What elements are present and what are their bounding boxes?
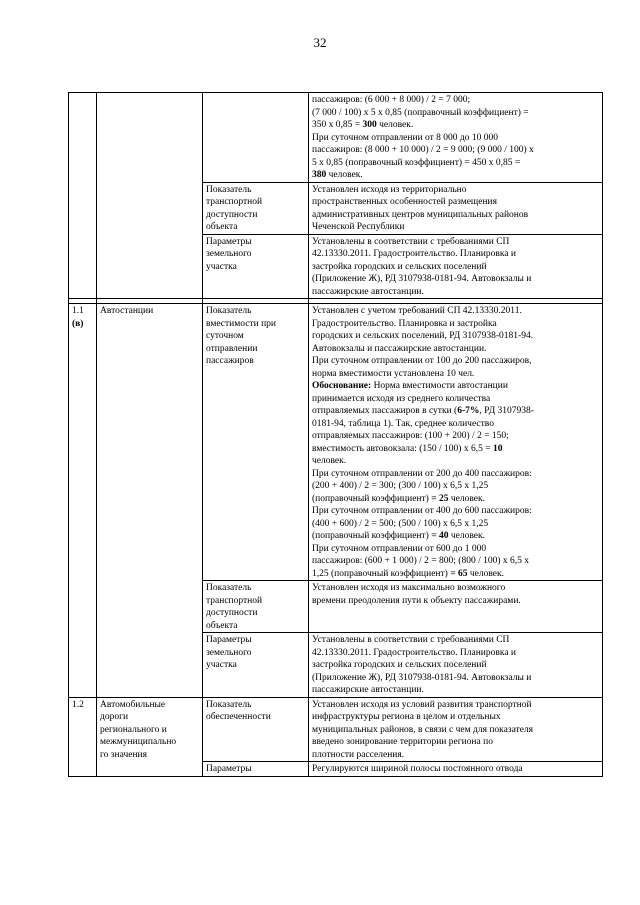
cell-justification xyxy=(309,234,603,299)
text-line: 350 х 0,85 = 300 человек. xyxy=(312,120,414,130)
cell-justification xyxy=(309,182,603,234)
text-line: Показатель xyxy=(206,306,252,316)
text-line: 42.13330.2011. Градостроительство. Планировка и xyxy=(312,249,516,259)
text-line: Установлены в соответствии с требованиями СП xyxy=(312,635,510,645)
text-line: пассажирские автостанции. xyxy=(312,286,424,297)
text-line: доступности xyxy=(206,608,258,618)
text-line: (7 000 / 100) х 5 х 0,85 (поправочный коэффициент) = xyxy=(312,107,529,118)
text-line: (Приложение Ж), РД 3107938-0181-94. Автовокзалы и xyxy=(312,672,532,683)
text-line: Обоснование: Норма вместимости автостанции xyxy=(312,381,508,391)
cell-number xyxy=(69,304,97,698)
item-number: 1.2 xyxy=(72,699,84,710)
text-line: участка xyxy=(206,261,237,272)
cell-indicator xyxy=(203,697,309,762)
cell-object-name xyxy=(97,304,203,698)
text-line: При суточном отправлении от 400 до 600 пассажиров: xyxy=(312,506,532,516)
text-line: 380 человек. xyxy=(312,170,363,180)
text-line: муниципальных районов, в связи с чем для показателя xyxy=(312,724,534,735)
text-line: отправлении xyxy=(206,343,258,354)
text-line: Установлены в соответствии с требованиями СП xyxy=(312,236,510,247)
text-line: участка xyxy=(206,660,237,670)
cell-justification xyxy=(309,304,603,581)
text-line: пассажирские автостанции. xyxy=(312,685,424,695)
text-line: регионального и xyxy=(100,724,167,735)
text-line: плотности расселения. xyxy=(312,749,405,760)
text-line: земельного xyxy=(206,647,252,658)
text-line: застройка городских и сельских поселений xyxy=(312,261,487,272)
text-line: Параметры xyxy=(206,236,252,247)
table-row xyxy=(69,304,603,581)
text-line: пространственных особенностей размещения xyxy=(312,197,498,207)
text-line: пассажиров: (8 000 + 10 000) / 2 = 9 000; (9 000 / 100) х xyxy=(312,145,534,155)
cell-object-name xyxy=(97,697,203,776)
text-line: пассажиров: (6 000 + 8 000) / 2 = 7 000; xyxy=(312,95,471,105)
item-subnumber: (в) xyxy=(72,318,84,329)
text-line: Параметры xyxy=(206,764,252,774)
text-line: При суточном отправлении от 600 до 1 000 xyxy=(312,543,487,554)
cell-indicator xyxy=(203,93,309,183)
text-line: времени преодоления пути к объекту пассажирами. xyxy=(312,595,521,606)
cell-number xyxy=(69,697,97,776)
text-line: (200 + 400) / 2 = 300; (300 / 100) х 6,5 х 1,25 xyxy=(312,481,489,491)
text-line: принимается исходя из среднего количества xyxy=(312,393,491,404)
text-line: инфраструктуры региона в целом и отдельных xyxy=(312,712,501,722)
text-line: городских и сельских поселений, РД 3107938-0181-94. xyxy=(312,331,534,341)
item-number: 1.1 xyxy=(72,306,84,316)
text-line: отправляемых пассажиров в сутки (6-7%, РД 3107938- xyxy=(312,406,534,416)
text-line: При суточном отправлении от 200 до 400 пассажиров: xyxy=(312,468,532,479)
text-line: Установлен исходя из условий развития транспортной xyxy=(312,699,532,710)
cell-indicator xyxy=(203,633,309,698)
text-line: (поправочный коэффициент) = 40 человек. xyxy=(312,531,485,541)
page-number: 32 xyxy=(313,35,327,50)
text-line: земельного xyxy=(206,249,252,259)
text-line: норма вместимости установлена 10 чел. xyxy=(312,368,475,379)
text-line: Установлен исходя из территориально xyxy=(312,184,467,195)
text-line: Регулируются шириной полосы постоянного отвода xyxy=(312,764,523,774)
text-line: отправляемых пассажиров: (100 + 200) / 2 = 150; xyxy=(312,431,509,441)
cell-indicator xyxy=(203,234,309,299)
cell-indicator xyxy=(203,182,309,234)
table-row xyxy=(69,697,603,762)
text-line: вместимости при xyxy=(206,318,276,329)
text-line: объекта xyxy=(206,222,238,232)
text-line: транспортной xyxy=(206,197,263,207)
text-line: доступности xyxy=(206,209,258,220)
text-line: пассажиров: (600 + 1 000) / 2 = 800; (800 / 100) х 6,5 х xyxy=(312,556,530,566)
cell-indicator xyxy=(203,762,309,777)
cell-number xyxy=(69,93,97,299)
cell-indicator xyxy=(203,581,309,633)
text-line: введено зонирование территории региона по xyxy=(312,737,493,747)
text-line: (поправочный коэффициент) = 25 человек. xyxy=(312,493,485,504)
cell-justification xyxy=(309,762,603,777)
cell-justification xyxy=(309,93,603,183)
table-row xyxy=(69,93,603,183)
cell-object-name xyxy=(97,93,203,299)
requirements-table xyxy=(68,92,603,777)
text-line: 5 х 0,85 (поправочный коэффициент) = 450 х 0,85 = xyxy=(312,157,521,168)
text-line: межмуниципально xyxy=(100,737,177,747)
text-line: застройка городских и сельских поселений xyxy=(312,660,487,670)
text-line: При суточном отправлении от 100 до 200 пассажиров, xyxy=(312,356,532,366)
text-line: Чеченской Республики xyxy=(312,222,405,232)
bold-value: 300 xyxy=(362,120,377,130)
text-line: го значения xyxy=(100,749,147,760)
text-line: административных центров муниципальных районов xyxy=(312,209,529,220)
cell-justification xyxy=(309,697,603,762)
bold-label: Обоснование: xyxy=(312,381,372,391)
text-line: Показатель xyxy=(206,583,252,593)
text-line: Градостроительство. Планировка и застройка xyxy=(312,318,497,329)
text-line: вместимость автовокзала: (150 / 100) х 6,5 = 10 xyxy=(312,443,503,454)
text-line: (Приложение Ж), РД 3107938-0181-94. Автовокзалы и xyxy=(312,274,532,284)
text-line: Автомобильные xyxy=(100,699,166,710)
text-line: Установлен исходя из максимально возможного xyxy=(312,583,506,593)
bold-value: 380 xyxy=(312,170,327,180)
text-line: 0181-94, таблица 1). Так, среднее количество xyxy=(312,418,494,429)
text-line: (400 + 600) / 2 = 500; (500 / 100) х 6,5 х 1,25 xyxy=(312,518,489,529)
text-line: Показатель xyxy=(206,699,252,710)
text-line: человек. xyxy=(312,456,347,466)
cell-indicator xyxy=(203,304,309,581)
text-line: транспортной xyxy=(206,595,263,606)
text-line: При суточном отправлении от 8 000 до 10 000 xyxy=(312,132,499,143)
text-line: Параметры xyxy=(206,635,252,645)
cell-justification xyxy=(309,633,603,698)
text-line: пассажиров xyxy=(206,356,254,366)
text-line: суточном xyxy=(206,331,244,341)
cell-justification xyxy=(309,581,603,633)
object-name: Автостанции xyxy=(100,306,154,316)
text-line: Установлен с учетом требований СП 42.13330.2011. xyxy=(312,306,522,316)
text-line: объекта xyxy=(206,620,238,631)
text-line: 1,25 (поправочный коэффициент) = 65 человек. xyxy=(312,568,504,579)
text-line: обеспеченности xyxy=(206,712,271,722)
text-line: 42.13330.2011. Градостроительство. Планировка и xyxy=(312,647,516,658)
text-line: Автовокзалы и пассажирские автостанции. xyxy=(312,343,487,354)
text-line: дороги xyxy=(100,712,129,722)
text-line: Показатель xyxy=(206,184,252,195)
